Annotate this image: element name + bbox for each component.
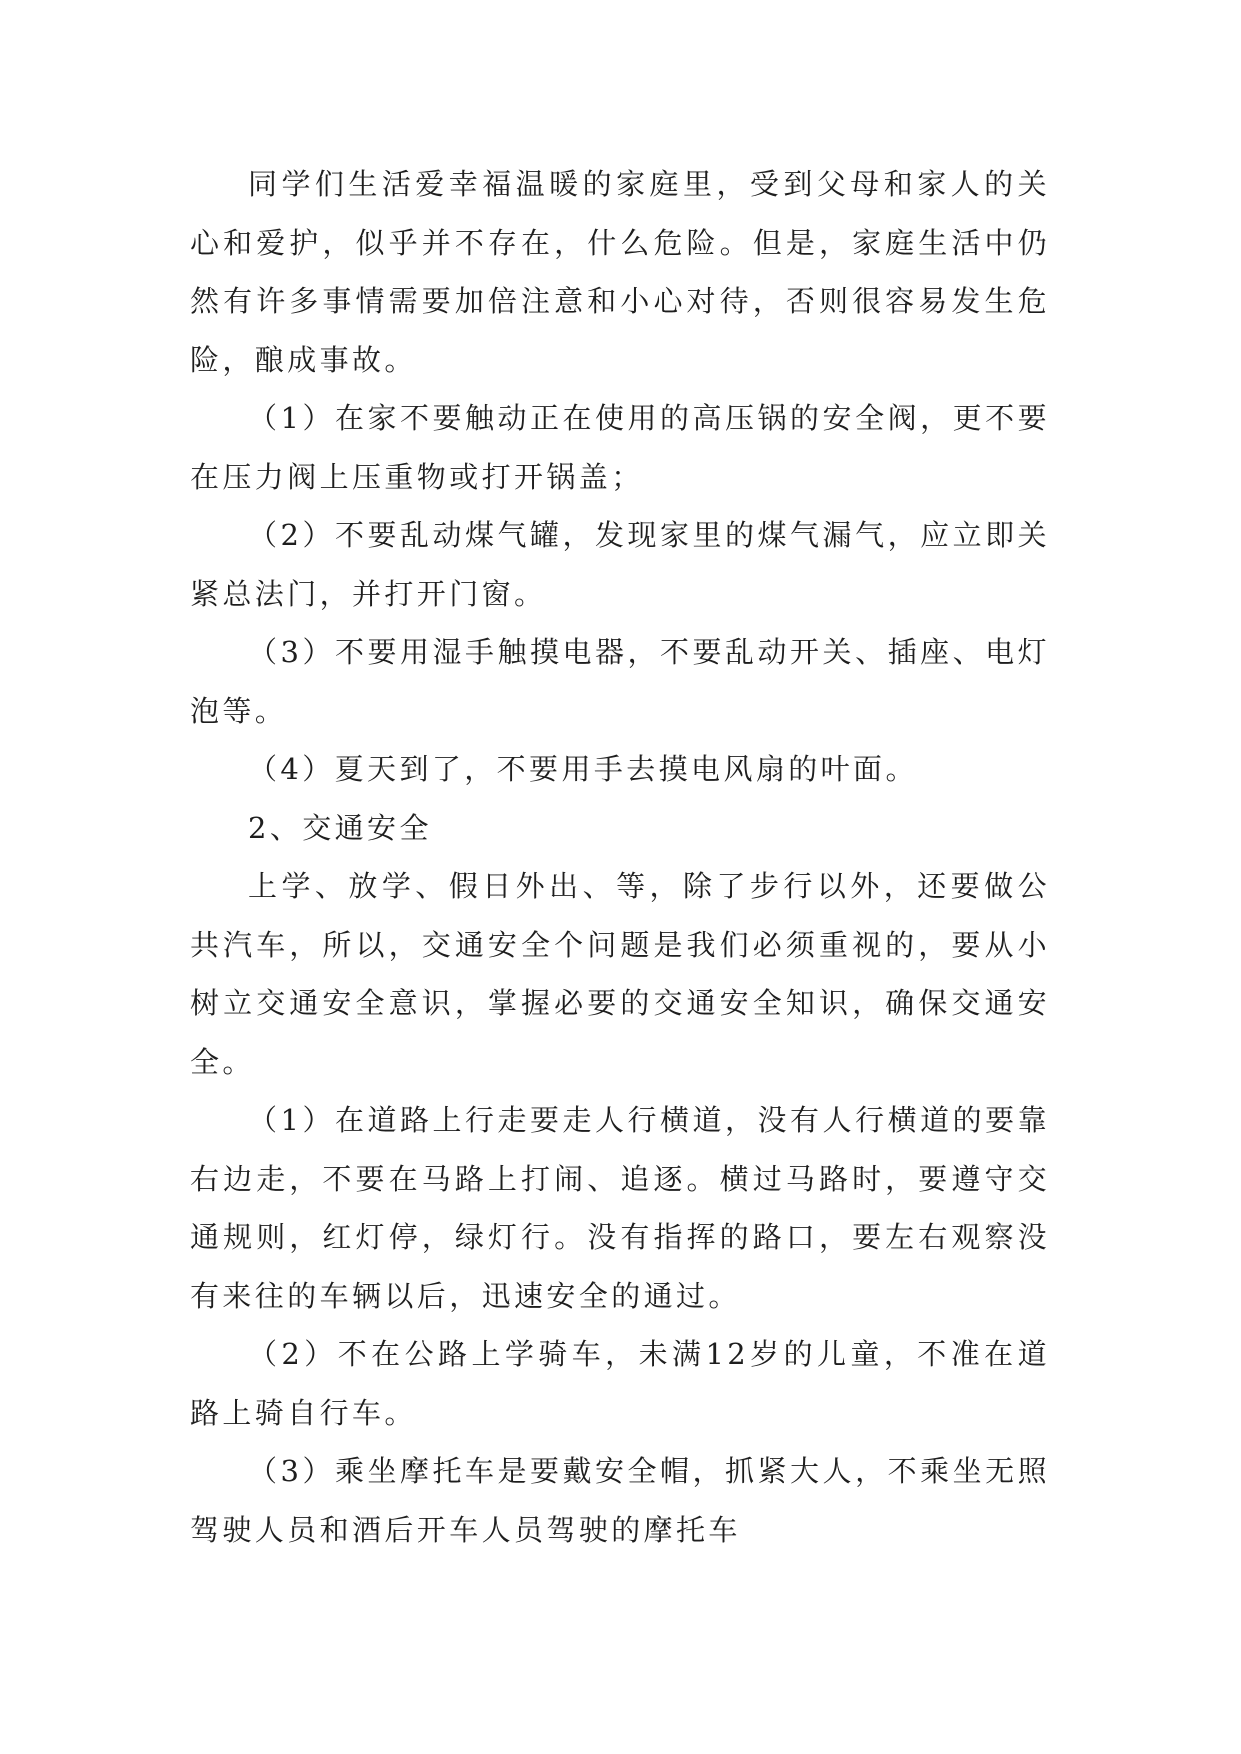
paragraph-home-item-2: （2）不要乱动煤气罐，发现家里的煤气漏气，应立即关紧总法门，并打开门窗。 [190,518,1050,611]
paragraph-home-item-4: （4）夏天到了，不要用手去摸电风扇的叶面。 [248,752,918,786]
paragraph-traffic-intro: 上学、放学、假日外出、等，除了步行以外，还要做公共汽车，所以，交通安全个问题是我们必须重视的，要从小树立交通安全意识，掌握必要的交通安全知识，确保交通安全。 [190,869,1050,1079]
document-body [190,155,1050,1559]
paragraph-home-safety-intro: 同学们生活爱幸福温暖的家庭里，受到父母和家人的关心和爱护，似乎并不存在，什么危险。但是，家庭生活中仍然有许多事情需要加倍注意和小心对待，否则很容易发生危险，酿成事故。 [190,167,1050,377]
paragraph-home-item-3: （3）不要用湿手触摸电器，不要乱动开关、插座、电灯泡等。 [190,635,1050,728]
paragraph-traffic-item-3: （3）乘坐摩托车是要戴安全帽，抓紧大人，不乘坐无照驾驶人员和酒后开车人员驾驶的摩托车 [190,1454,1050,1547]
section-heading-traffic-safety: 2、交通安全 [248,810,432,845]
paragraph-traffic-item-1: （1）在道路上行走要走人行横道，没有人行横道的要靠右边走，不要在马路上打闹、追逐。横过马路时，要遵守交通规则，红灯停，绿灯行。没有指挥的路口，要左右观察没有来往的车辆以后，迅速安全的通过。 [190,1103,1050,1313]
paragraph-home-item-1: （1）在家不要触动正在使用的高压锅的安全阀，更不要在压力阀上压重物或打开锅盖； [190,401,1050,494]
paragraph-traffic-item-2: （2）不在公路上学骑车，未满12岁的儿童，不准在道路上骑自行车。 [190,1337,1050,1430]
